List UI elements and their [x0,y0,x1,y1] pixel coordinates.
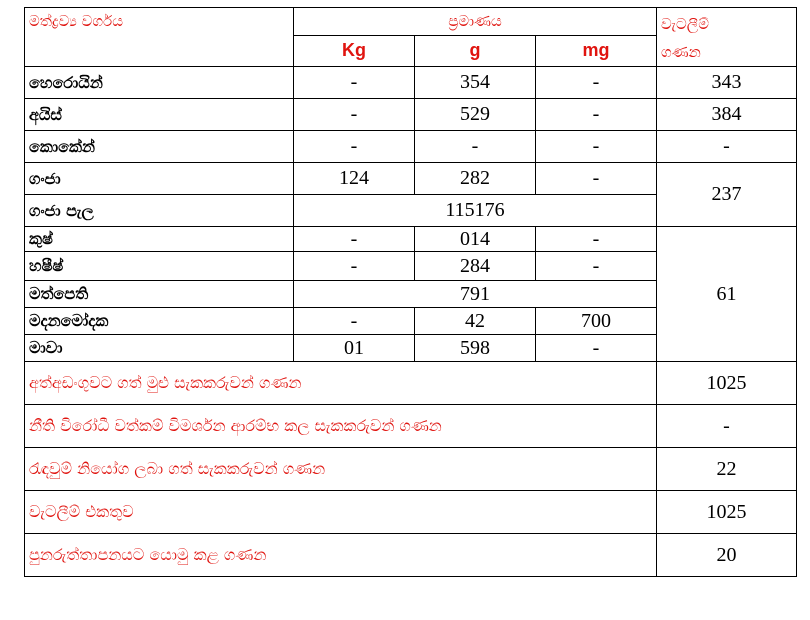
raid-count-other-group: 61 [657,227,797,362]
qty-kg: - [294,99,415,131]
quantity-header: ප්‍රමාණය [294,8,657,36]
qty-mg: - [536,227,657,252]
qty-kg: - [294,131,415,163]
summary-row [25,405,797,448]
qty-mg: - [536,335,657,362]
qty-kg: - [294,308,415,335]
drug-name: ගංජා පැල [25,195,294,227]
unit-mg: mg [536,35,657,66]
qty-g: 529 [415,99,536,131]
raid-count: 343 [657,67,797,99]
summary-label: වැටලීම් එකතුව [25,491,657,534]
raid-count: 384 [657,99,797,131]
qty-mg: - [536,163,657,195]
header-row [25,8,797,36]
qty-mg: - [536,67,657,99]
qty-g: 42 [415,308,536,335]
qty-merged: 115176 [294,195,657,227]
table-row [25,67,797,99]
qty-kg: 01 [294,335,415,362]
drug-name: කොකේන් [25,131,294,163]
raid-count: - [657,131,797,163]
raids-header [657,8,797,67]
drug-name: මාවා [25,335,294,362]
summary-value: 1025 [657,491,797,534]
drug-name: මත්පෙති [25,281,294,308]
qty-kg: 124 [294,163,415,195]
table-row [25,131,797,163]
table-row [25,163,797,195]
raids-header-line2: ගණන [661,43,701,61]
qty-mg: - [536,99,657,131]
qty-kg: - [294,67,415,99]
summary-label: අත්අඩංගුවට ගත් මුළු සැකකරුවන් ගණන [25,362,657,405]
drug-type-header: මත්ද්‍රව්‍ය වර්ගය [25,8,294,67]
table-row [25,227,797,252]
summary-value: 1025 [657,362,797,405]
drug-seizure-table [24,7,797,577]
qty-mg: - [536,131,657,163]
summary-row [25,491,797,534]
qty-mg: - [536,252,657,281]
qty-mg: 700 [536,308,657,335]
drug-name: කුෂ් [25,227,294,252]
summary-value: - [657,405,797,448]
raids-header-line1: වැටලීම් [661,15,709,33]
qty-g: 284 [415,252,536,281]
raid-count-ganja-group: 237 [657,163,797,227]
summary-row [25,448,797,491]
summary-label: රැඳවුම් නියෝග ලබා ගත් සැකකරුවන් ගණන [25,448,657,491]
qty-g: 282 [415,163,536,195]
qty-g: 354 [415,67,536,99]
qty-g: 598 [415,335,536,362]
summary-value: 22 [657,448,797,491]
qty-merged: 791 [294,281,657,308]
summary-label: නීති විරෝධී වත්කම් විමර්ශන ආරම්භ කල සැකකරුවන් ගණන [25,405,657,448]
summary-row [25,362,797,405]
unit-kg: Kg [294,35,415,66]
qty-g: - [415,131,536,163]
drug-name: අයිස් [25,99,294,131]
table-row [25,99,797,131]
summary-value: 20 [657,534,797,577]
summary-row [25,534,797,577]
drug-name: හෙරොයින් [25,67,294,99]
drug-name: හෂීෂ් [25,252,294,281]
qty-kg: - [294,252,415,281]
qty-g: 014 [415,227,536,252]
drug-name: මදනමෝදක [25,308,294,335]
drug-name: ගංජා [25,163,294,195]
unit-g: g [415,35,536,66]
summary-label: පුනරුත්තාපනයට යොමු කළ ගණන [25,534,657,577]
qty-kg: - [294,227,415,252]
